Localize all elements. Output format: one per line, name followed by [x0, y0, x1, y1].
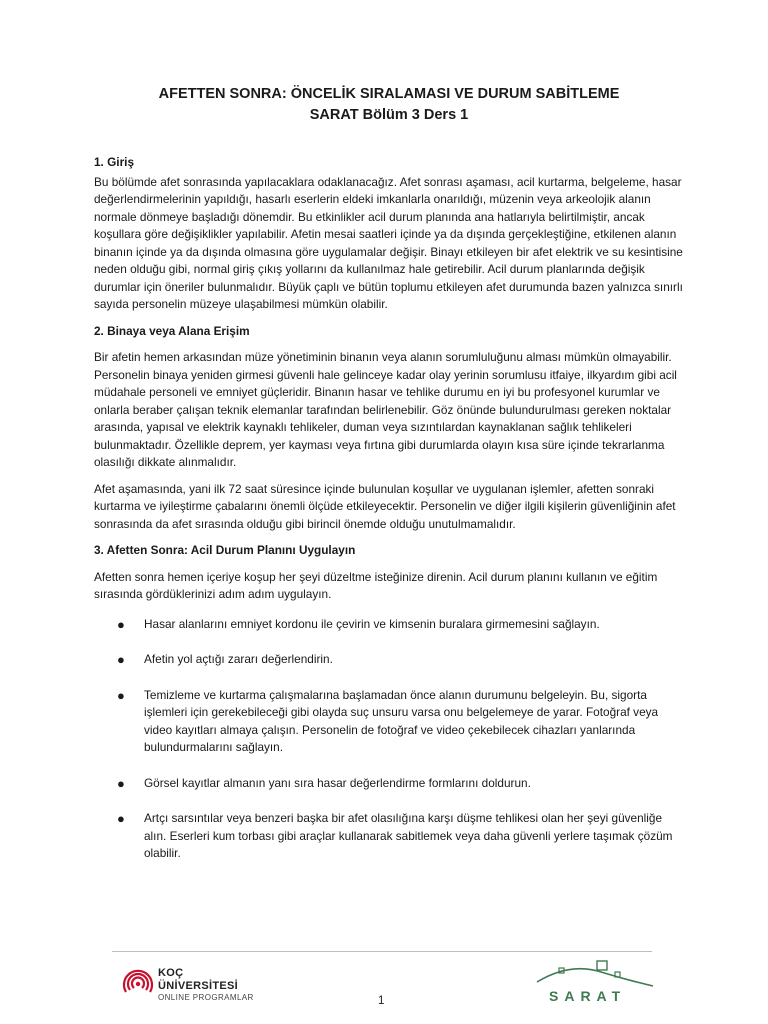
bullet-icon: ●	[117, 616, 125, 632]
footer-divider	[112, 951, 652, 952]
section-access	[94, 323, 684, 534]
paragraph: Afetten sonra hemen içeriye koşup her şeyi düzeltme isteğinize direnin. Acil durum planını kullanın ve eğitim sırasında gördüklerinizi adım adım uygulayın.	[94, 569, 658, 601]
list-item-text: Görsel kayıtlar almanın yanı sıra hasar değerlendirme formlarını doldurun.	[144, 775, 531, 790]
sarat-logo-text: SARAT	[549, 988, 627, 1004]
document-page	[94, 84, 684, 881]
list-item	[94, 775, 684, 793]
list-item-text: Hasar alanlarını emniyet kordonu ile çevirin ve kimsenin buralara girmemesini sağlayın.	[144, 616, 600, 631]
document-subtitle: SARAT Bölüm 3 Ders 1	[309, 107, 469, 123]
bullet-icon: ●	[117, 687, 125, 703]
section-heading: 3. Afetten Sonra: Acil Durum Planını Uygulayın	[94, 543, 356, 557]
paragraph: Afet aşamasında, yani ilk 72 saat süresince içinde bulunulan koşullar ve uygulanan işlemler, afetten sonraki kurtarma ve iyileştirme çabalarını önemli ölçüde etkileyecektir. Personelin ve diğer ilgili kişilerin güvenliğinin afet sonrasında da afet sırasında olduğu gibi birincil önemde olduğu unutulmamalıdır.	[94, 481, 676, 531]
list-item-text: Artçı sarsıntılar veya benzeri başka bir afet olasılığına karşı düşme tehlikesi olan her şeyi güvenliğe alın. Eserleri kum torbası gibi araçlar kullanarak sabitlemek veya daha güvenli yerlere taşımak çözüm olabilir.	[144, 811, 673, 860]
section-emergency-plan	[94, 542, 684, 863]
bullet-icon: ●	[117, 811, 125, 826]
koc-logo-text-line2: ÜNİVERSİTESİ	[158, 980, 239, 992]
page-number: 1	[378, 995, 385, 1007]
koc-logo-text-line3: ONLINE PROGRAMLAR	[158, 993, 254, 1002]
section-heading: 2. Binaya veya Alana Erişim	[94, 323, 250, 338]
paragraph: Bir afetin hemen arkasından müze yönetiminin binanın veya alanın sorumluluğunu alması mümkün olmayabilir. Personelin binaya yeniden girmesi güvenli hale gelinceye kadar olay yerinin sorumlusu itfaiye, ilkyardım gibi acil müdahale personeli ve emniyet güçleridir. Binanın hasar ve tehlike durumu en iyi bu profesyonel kurumlar ve onlarla beraber çalışan teknik elemanlar tarafından belirlenebilir. Göz önünde bulundurulması gereken noktalar arasında, yapısal ve elektrik kaynaklı tehlikeler, duman veya sızıntılardan kaynaklanan sağlık tehlikeleri bulunmaktadır. Özellikle deprem, yer kayması veya fırtına gibi durumlarda olayın kısa süre içinde tekrarlanma olasılığı dikkate alınmalıdır.	[94, 350, 677, 469]
list-item	[94, 616, 684, 634]
list-item	[94, 687, 684, 757]
list-item-text: Temizleme ve kurtarma çalışmalarına başlamadan önce alanın durumunu belgeleyin. Bu, sigorta işlemleri için gerekebileceği gibi olayda suç unsuru varsa onu belgelemeye de yarar. Fotoğraf veya video kayıtları almaya çalışın. Personelin de fotoğraf ve video çekebilecek cihazları yanlarında bulundurmalarını sağlayın.	[144, 687, 659, 754]
list-item	[94, 810, 684, 863]
section-heading: 1. Giriş	[94, 155, 134, 169]
bullet-icon: ●	[117, 775, 125, 791]
koc-logo-text-line1: KOÇ	[158, 967, 184, 979]
list-item	[94, 651, 684, 669]
paragraph: Bu bölümde afet sonrasında yapılacaklara odaklanacağız. Afet sonrası aşaması, acil kurtarma, belgeleme, hasar değerlendirmelerinin yapıldığı, hasarlı eserlerin eldeki imkanlarla onarıldığı, müzenin veya arkeolojik alanın normale dönmeye başladığı dönemdir. Bu etkinlikler acil durum planında ana hatlarıyla belirtilmiştir, ancak koşullara göre değişiklikler yapılabilir. Afetin mesai saatleri içinde ya da dışında gerçekleştiğine, etkilenen alanın binanın içinde ya da dışında olmasına göre uygulamalar değişir. Binayı etkileyen bir afet elektrik ve su kesintisine neden olduğu gibi, normal giriş çıkış yollarını da kullanılmaz hale getirebilir. Acil durum planlarında değişik durumlar için öneriler bulunmalıdır. Büyük çaplı ve bütün toplumu etkileyen afet durumunda bazen yalnızca sınırlı sayıda personelin müzeye ulaşabilmesi mümkün olabilir.	[94, 174, 683, 311]
document-title: AFETTEN SONRA: ÖNCELİK SIRALAMASI VE DURUM SABİTLEME	[158, 86, 620, 102]
section-introduction	[94, 154, 684, 314]
bullet-icon: ●	[117, 652, 125, 667]
list-item-text: Afetin yol açtığı zararı değerlendirin.	[144, 652, 333, 666]
bullet-list	[94, 616, 684, 863]
